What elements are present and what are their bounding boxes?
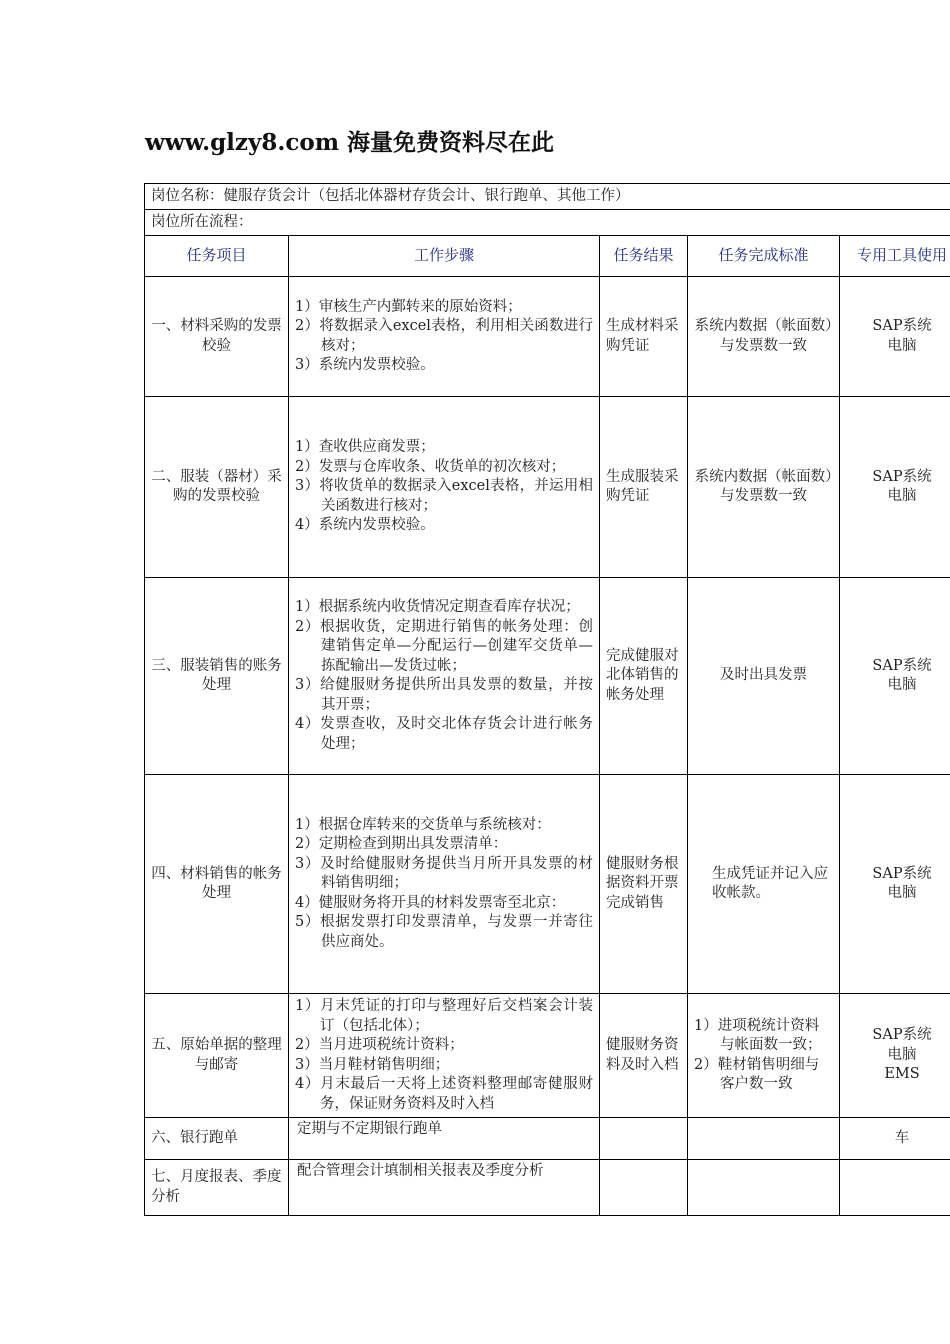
step: 5）根据发票打印发票清单，与发票一并寄往供应商处。 [295, 914, 593, 950]
tools-cell [840, 1118, 950, 1160]
step: 1）审核生产内鄞转来的原始资料； [295, 298, 522, 315]
tool-item: SAP系统 [872, 657, 932, 674]
task-item: 五、原始单据的整理与邮寄 [145, 994, 289, 1118]
header-completion-standard: 任务完成标准 [688, 236, 840, 277]
work-steps [289, 1160, 600, 1216]
tool-item: 电脑 [887, 337, 917, 354]
tools-cell [840, 578, 950, 775]
tools-cell [840, 1160, 950, 1216]
work-steps [289, 994, 600, 1118]
header-task-result: 任务结果 [600, 236, 688, 277]
process-label: 岗位所在流程： [145, 210, 950, 236]
step: 定期与不定期银行跑单 [297, 1121, 442, 1137]
step: 1）月末凭证的打印与整理好后交档案会计装订（包括北体）； [295, 998, 593, 1034]
header-tools: 专用工具使用 [840, 236, 950, 277]
step: 3）给健服财务提供所出具发票的数量，并按其开票； [295, 677, 593, 713]
task-result: 生成材料采购凭证 [600, 277, 688, 397]
tools-cell [840, 397, 950, 578]
completion-standard: 生成凭证并记入应收帐款。 [688, 775, 840, 994]
work-steps [289, 277, 600, 397]
step: 1）根据仓库转来的交货单与系统核对： [295, 816, 551, 833]
table-row [145, 994, 950, 1118]
header-task-item: 任务项目 [145, 236, 289, 277]
step: 3）系统内发票校验。 [295, 357, 435, 373]
task-result: 健服财务资料及时入档 [600, 994, 688, 1118]
task-item: 六、银行跑单 [145, 1118, 289, 1160]
step: 2）定期检查到期出具发票清单： [295, 836, 508, 853]
work-steps [289, 578, 600, 775]
table-header-row [145, 236, 950, 277]
task-result [600, 1118, 688, 1160]
step: 3）当月鞋材销售明细； [295, 1056, 450, 1073]
step: 2）当月进项税统计资料； [295, 1037, 464, 1053]
step: 4）健服财务将开具的材料发票寄至北京： [295, 894, 566, 911]
tool-item: 电脑 [887, 885, 917, 901]
table-row [145, 397, 950, 578]
step: 3）及时给健服财务提供当月所开具发票的材料销售明细； [295, 855, 593, 892]
completion-standard [688, 1118, 840, 1160]
task-item: 三、服装销售的账务处理 [145, 578, 289, 775]
tool-item: EMS [884, 1066, 920, 1083]
table-row [145, 1118, 950, 1160]
work-steps [289, 1118, 600, 1160]
task-item: 七、月度报表、季度分析 [145, 1160, 289, 1216]
standard-item: 2）鞋材销售明细与客户数一致 [694, 1056, 820, 1092]
step: 4）发票查收，及时交北体存货会计进行帐务处理； [295, 716, 593, 752]
position-name-value: 健服存货会计（包括北体器材存货会计、银行跑单、其他工作） [223, 188, 630, 204]
work-steps [289, 397, 600, 578]
task-result [600, 1160, 688, 1216]
tool-item: SAP系统 [872, 318, 932, 334]
tool-item: 电脑 [887, 1046, 917, 1063]
step: 配合管理会计填制相关报表及季度分析 [297, 1163, 544, 1179]
step: 3）将收货单的数据录入excel表格，并运用相关函数进行核对； [295, 478, 593, 514]
completion-standard: 系统内数据（帐面数）与发票数一致 [688, 277, 840, 397]
step: 4）月末最后一天将上述资料整理邮寄健服财务，保证财务资料及时入档 [295, 1076, 593, 1112]
task-result: 健服财务根据资料开票完成销售 [600, 775, 688, 994]
step: 4）系统内发票校验。 [295, 517, 435, 534]
step: 2）发票与仓库收条、收货单的初次核对； [295, 458, 566, 475]
work-steps [289, 775, 600, 994]
table-row [145, 1160, 950, 1216]
tool-item: 电脑 [887, 677, 917, 693]
completion-standard [688, 994, 840, 1118]
tool-item: SAP系统 [872, 1027, 932, 1044]
completion-standard [688, 1160, 840, 1216]
page-heading: www.glzy8.com 海量免费资料尽在此 [145, 129, 555, 156]
completion-standard: 系统内数据（帐面数）与发票数一致 [688, 397, 840, 578]
step: 1）查收供应商发票； [295, 439, 435, 456]
step: 2）根据收货，定期进行销售的帐务处理：创建销售定单—分配运行—创建军交货单—拣配输出—发货过帐； [295, 618, 593, 674]
tools-cell [840, 775, 950, 994]
standard-item: 1）进项税统计资料与帐面数一致； [694, 1017, 822, 1053]
step: 1）根据系统内收货情况定期查看库存状况； [295, 599, 580, 615]
table-row [145, 277, 950, 397]
task-item: 二、服装（器材）采购的发票校验 [145, 397, 289, 578]
tool-item: 电脑 [887, 488, 917, 504]
tool-item: SAP系统 [872, 865, 932, 882]
job-description-table [144, 183, 950, 1216]
table-row [145, 775, 950, 994]
position-name-row [145, 184, 950, 210]
step: 2）将数据录入excel表格，利用相关函数进行核对； [295, 318, 593, 354]
tools-cell [840, 277, 950, 397]
header-work-steps: 工作步骤 [289, 236, 600, 277]
completion-standard: 及时出具发票 [688, 578, 840, 775]
tools-cell [840, 994, 950, 1118]
table-row [145, 578, 950, 775]
position-name-label: 岗位名称： [151, 188, 224, 204]
process-row [145, 210, 950, 236]
task-result: 生成服装采购凭证 [600, 397, 688, 578]
tool-item: 车 [894, 1129, 910, 1146]
tool-item: SAP系统 [872, 468, 932, 485]
task-item: 四、材料销售的帐务处理 [145, 775, 289, 994]
task-item: 一、材料采购的发票校验 [145, 277, 289, 397]
task-result: 完成健服对北体销售的帐务处理 [600, 578, 688, 775]
